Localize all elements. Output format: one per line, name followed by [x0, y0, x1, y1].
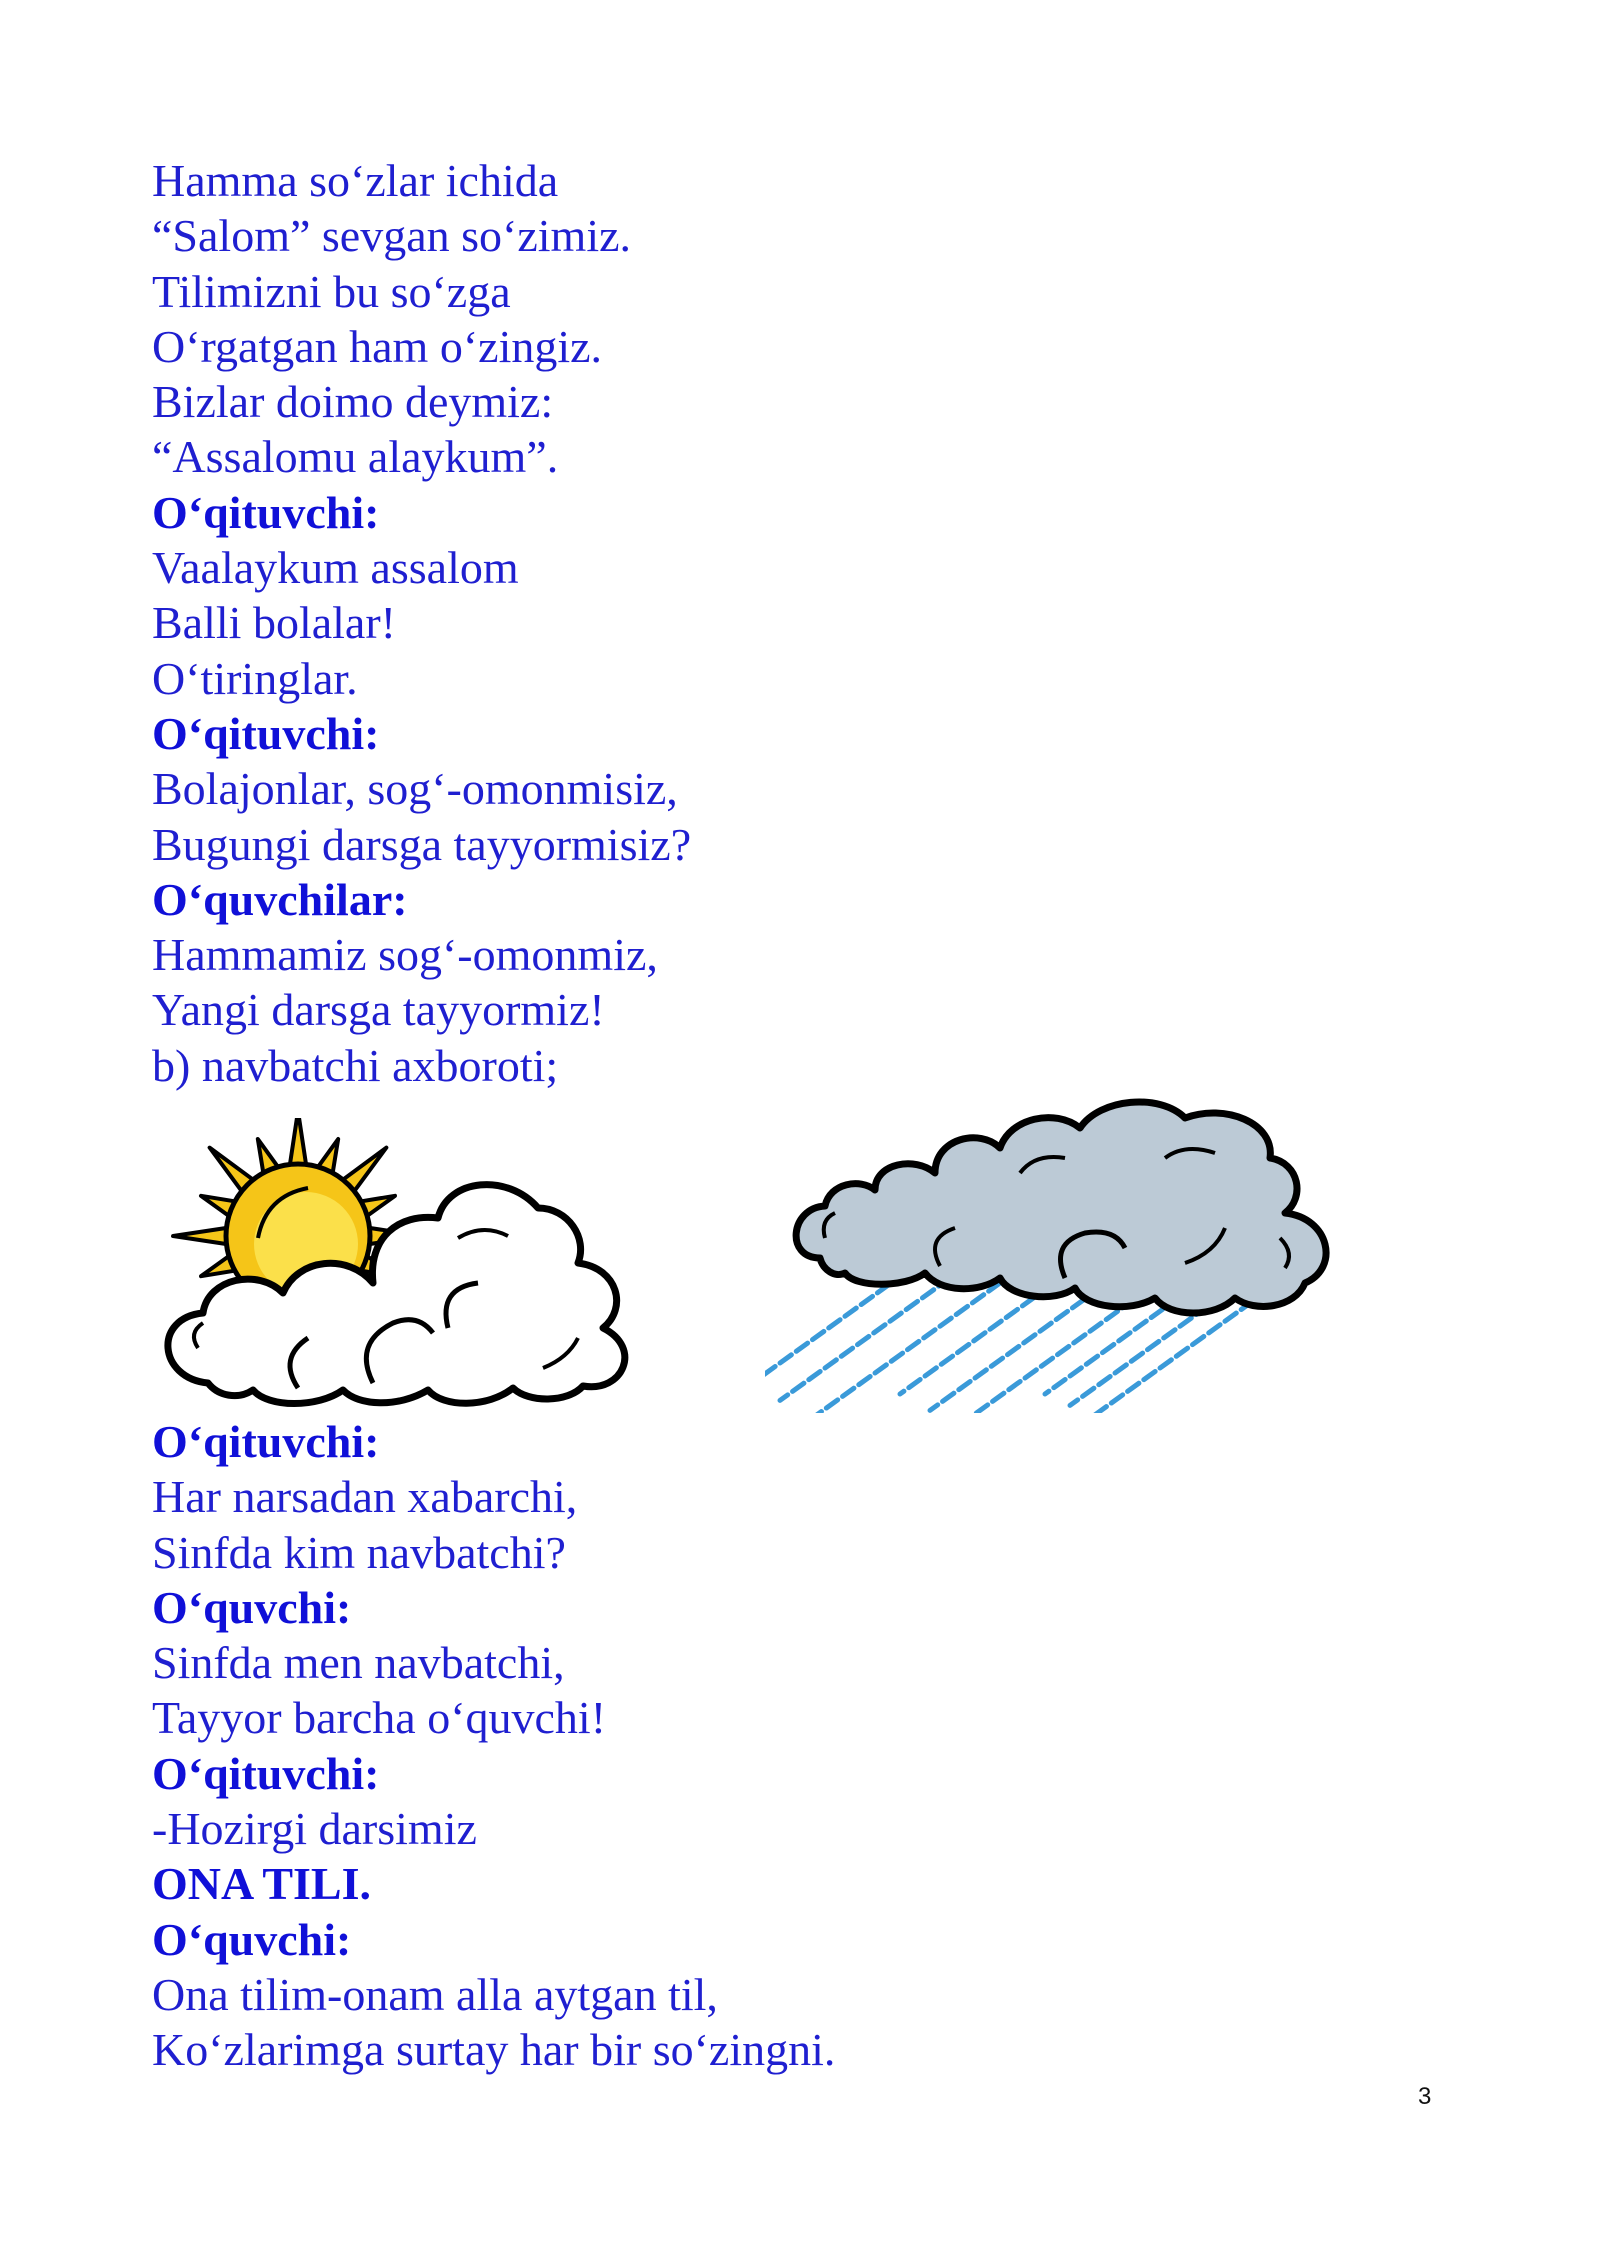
text-line: Hammamiz sog‘-omonmiz,: [152, 929, 658, 981]
text-line: Bolajonlar, sog‘-omonmisiz,: [152, 763, 678, 815]
speaker-label: O‘qituvchi:: [152, 486, 380, 538]
text-line: Har narsadan xabarchi,: [152, 1471, 578, 1523]
sun-ray: [290, 1118, 307, 1167]
text-line: Hamma so‘zlar ichida: [152, 155, 559, 206]
text-line: b) navbatchi axboroti;: [152, 1039, 559, 1091]
text-line: Bugungi darsga tayyormisiz?: [152, 818, 692, 870]
speaker-label: O‘quvchi:: [152, 1581, 352, 1633]
text-line: O‘rgatgan ham o‘zingiz.: [152, 320, 603, 372]
rain-cloud-icon: [765, 1088, 1355, 1413]
sun-behind-cloud-icon: [148, 1118, 658, 1413]
speaker-label: O‘qituvchi:: [152, 1747, 380, 1799]
text-line: Sinfda kim navbatchi?: [152, 1526, 566, 1578]
text-line: Tilimizni bu so‘zga: [152, 265, 511, 317]
speaker-label: O‘quvchilar:: [152, 873, 408, 925]
text-line: “Salom” sevgan so‘zimiz.: [152, 210, 632, 262]
text-line: Bizlar doimo deymiz:: [152, 376, 554, 428]
text-block-top: [152, 153, 1452, 1093]
sun-ray: [173, 1228, 229, 1245]
speaker-label: O‘quvchi:: [152, 1913, 352, 1965]
text-line: O‘tiringlar.: [152, 652, 358, 704]
text-block-bottom: [152, 1414, 1452, 2078]
text-line: Vaalaykum assalom: [152, 542, 519, 594]
grey-cloud-shape: [796, 1102, 1326, 1313]
page-number: 3: [1418, 2083, 1432, 2110]
rain-streak: [810, 1283, 1000, 1413]
text-line: Balli bolalar!: [152, 597, 396, 649]
speaker-label: ONA TILI.: [152, 1858, 372, 1910]
text-line: Tayyor barcha o‘quvchi!: [152, 1692, 607, 1744]
text-line: Ona tilim-onam alla aytgan til,: [152, 1968, 718, 2020]
text-line: Ko‘zlarimga surtay har bir so‘zingni.: [152, 2024, 836, 2076]
text-line: “Assalomu alaykum”.: [152, 431, 559, 483]
text-line: Yangi darsga tayyormiz!: [152, 984, 605, 1036]
rain-streak: [930, 1288, 1100, 1410]
text-line: Sinfda men navbatchi,: [152, 1637, 565, 1689]
speaker-label: O‘qituvchi:: [152, 1416, 380, 1467]
text-line: -Hozirgi darsimiz: [152, 1803, 477, 1855]
speaker-label: O‘qituvchi:: [152, 707, 380, 759]
